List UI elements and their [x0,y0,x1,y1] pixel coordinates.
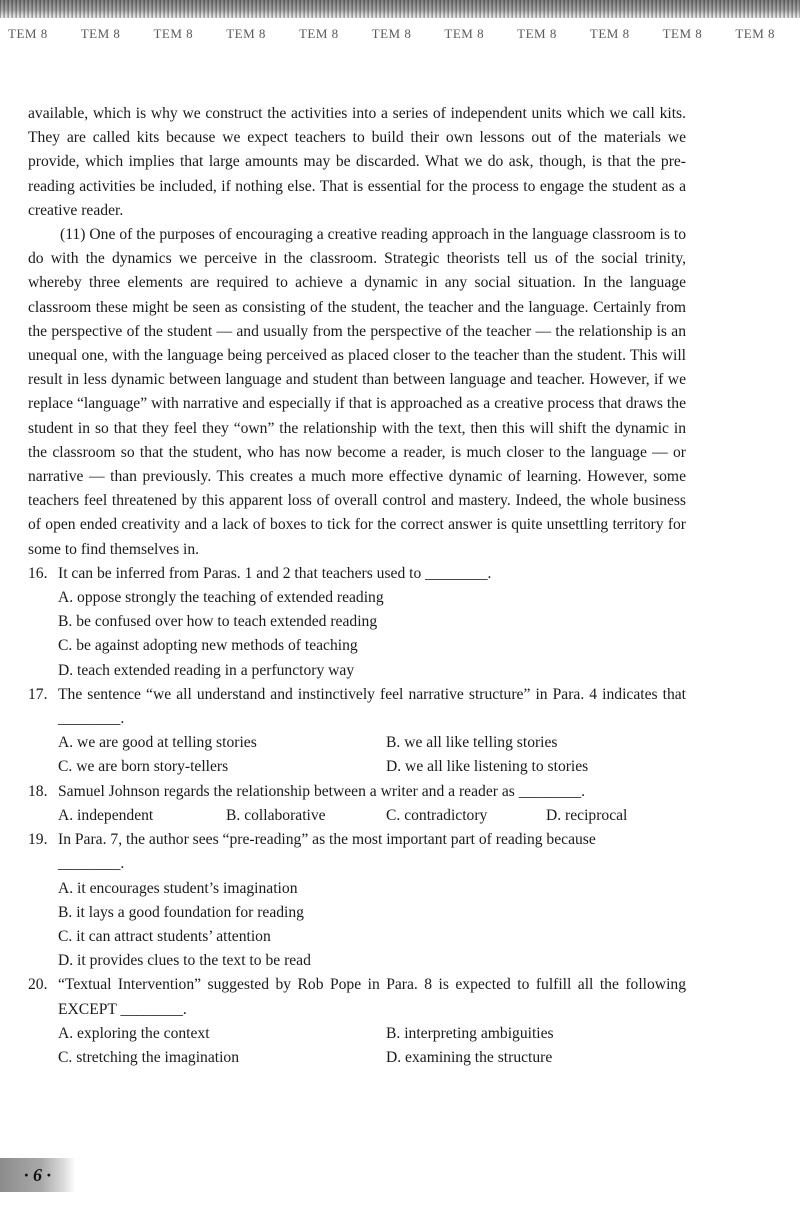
option-d: D. it provides clues to the text to be read [58,952,311,970]
question-19 [28,828,686,973]
question-number: 19. [28,831,48,849]
scan-top-edge [0,0,800,18]
question-number: 17. [28,685,48,703]
header-label: TEM 8 [226,26,266,41]
question-stem: Samuel Johnson regards the relationship between a writer and a reader as ________. [58,782,585,800]
options-row [28,804,686,828]
running-header [0,26,800,46]
option-d: D. we all like listening to stories [386,758,589,776]
page-content [28,102,686,1070]
option-a: A. oppose strongly the teaching of extended reading [58,589,384,607]
header-label: TEM 8 [662,26,703,41]
option-b: B. we all like telling stories [386,734,558,752]
option-a: A. independent [58,806,154,824]
question-stem: “Textual Intervention” suggested by Rob Pope in Para. 8 is expected to fulfill all the following EXCEPT ________. [58,976,686,1018]
option-d: D. reciprocal [546,806,628,824]
page-number: · 6 · [0,1158,75,1192]
question-number: 18. [28,782,48,800]
option-c: C. contradictory [386,806,488,824]
header-label: TEM 8 [371,26,412,41]
header-label: TEM 8 [444,26,485,41]
question-16 [28,562,686,683]
option-d: D. teach extended reading in a perfunctory way [58,661,355,679]
question-number: 16. [28,564,48,582]
option-a: A. we are good at telling stories [58,734,257,752]
option-b: B. collaborative [226,806,326,824]
passage-paragraph-11: (11) One of the purposes of encouraging a creative reading approach in the language classroom is to do with the dynamics we perceive in the classroom. Strategic theorists tell us of the social trinity, whereby three elements are required to achieve a dynamic in any social situation. In the language classroom these might be seen as consisting of the student, the teacher and the language. Certainly from the perspective of the student — and usually from the perspective of the teacher — the relationship is an unequal one, with the language being perceived as placed closer to the teacher than the student. This will result in less dynamic between language and student than between language and teacher. However, if we replace “language” with narrative and especially if that is approached as a creative process that draws the student in so that they feel they “own” the relationship with the text, then this will shift the dynamic in the classroom so that the student, who has now become a reader, is much closer to the language — or narrative — than previously. This creates a much more effective dynamic of learning. However, some teachers feel threatened by this apparent loss of overall control and mastery. Indeed, the whole business of open ended creativity and a lack of boxes to tick for the correct answer is quite unsettling territory for some to find themselves in. [28,226,686,558]
options-grid [28,731,686,779]
option-c: C. it can attract students’ attention [58,927,271,945]
option-c: C. we are born story-tellers [58,758,229,776]
option-c: C. stretching the imagination [58,1048,240,1066]
header-label: TEM 8 [8,26,48,41]
question-stem: The sentence “we all understand and instinctively feel narrative structure” in Para. 4 indicates that ________. [58,685,686,728]
header-label: TEM 8 [517,26,557,41]
option-a: A. it encourages student’s imagination [58,879,298,897]
header-label: TEM 8 [735,26,776,41]
header-label: TEM 8 [153,26,194,41]
header-label: TEM 8 [298,26,339,41]
header-label: TEM 8 [589,26,630,41]
options-grid [28,1022,686,1070]
passage-continuation: available, which is why we construct the activities into a series of independent units which we call kits. They are called kits because we expect teachers to build their own lessons out of the materials we provide, which implies that large amounts may be discarded. What we do ask, though, is that the pre-reading activities be included, if nothing else. That is essential for the process to engage the student as a creative reader. [28,105,686,219]
option-c: C. be against adopting new methods of teaching [58,637,358,655]
option-a: A. exploring the context [58,1024,210,1042]
question-number: 20. [28,976,48,994]
question-18 [28,780,686,828]
question-stem: In Para. 7, the author sees “pre-reading” as the most important part of reading because [58,831,596,849]
question-20 [28,973,686,1070]
option-b: B. it lays a good foundation for reading [58,903,304,921]
option-d: D. examining the structure [386,1048,553,1066]
option-b: B. interpreting ambiguities [386,1024,554,1042]
question-17 [28,683,686,780]
option-b: B. be confused over how to teach extended reading [58,613,378,631]
answer-blank: ________. [58,855,125,873]
header-label: TEM 8 [80,26,121,41]
question-stem: It can be inferred from Paras. 1 and 2 that teachers used to ________. [58,564,492,582]
